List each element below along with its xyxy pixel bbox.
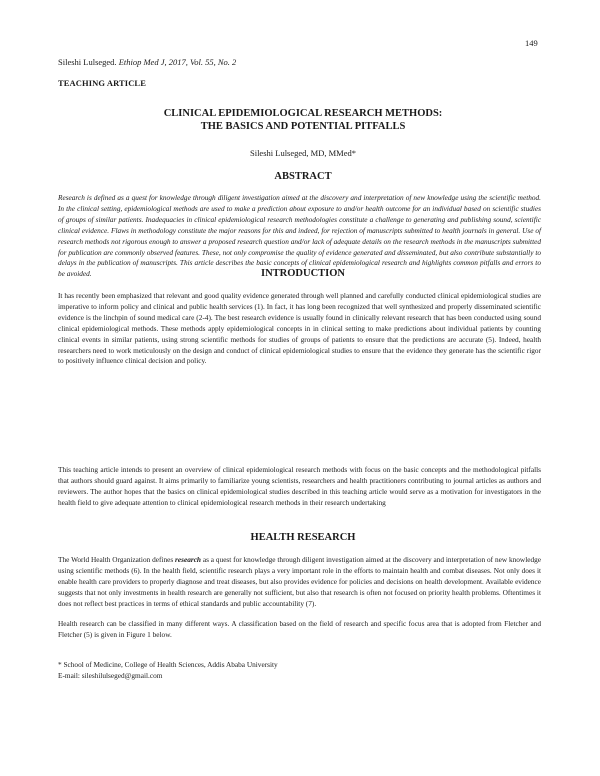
health-research-paragraph-1 — [58, 555, 541, 610]
footnote — [58, 660, 278, 681]
footnote-email: E-mail: sileshilulseged@gmail.com — [58, 670, 163, 680]
health-research-heading: HEALTH RESEARCH — [250, 532, 356, 543]
abstract-heading: ABSTRACT — [274, 171, 332, 182]
article-title — [58, 107, 548, 133]
title-line-2: THE BASICS AND POTENTIAL PITFALLS — [200, 121, 406, 132]
introduction-paragraph-2: This teaching article intends to present an overview of clinical epidemiological research methods with focus on the basic concepts and the methodological pitfalls that authors should guard against. It aims primarily to familiarize young scientists, researchers and health practitioners contributing to journal articles as authors and reviewers. The author hopes that the basics on clinical epidemiological studies described in this teaching article would serve as a motivation for investigators in the health field to give adequate attention to clinical epidemiological research methods in their research undertaking — [58, 465, 541, 507]
article-type: TEACHING ARTICLE — [58, 78, 146, 88]
title-line-1: CLINICAL EPIDEMIOLOGICAL RESEARCH METHODS: — [163, 108, 443, 119]
hr-p1-rest: as a quest for knowledge through diligent investigation aimed at the discovery and interpretation of new knowledge using scientific methods (6). In the health field, scientific research plays a very important role in the efforts to maintain health and combat diseases. Not only does it enable health care providers to properly diagnose and treat diseases, but also provides evidence for policies and decisions on health development. Available evidence suggests that not only investments in health research are generally not sufficient, but also that research is often not focused on priority health problems. Oftentimes it does not reflect best practices in terms of ethical standards and public accountability (7). — [58, 555, 541, 608]
introduction-paragraph-1: It has recently been emphasized that relevant and good quality evidence generated through well planned and carefully conducted clinical epidemiological studies are imperative to inform policy and clinical and public health services (1). In fact, it has long been recognized that well synthesized and properly disseminated scientific evidence is the linchpin of sound medical care (2-4). The best research evidence is usually found in clinically relevant research that has been conducted using sound clinical epidemiological methods. These methods apply epidemiological concepts in in clinical setting to make predictions about individual patients by counting clinical events in similar patients, using strong scientific methods for studies of groups of patients to ensure that the predictions are accurate (5). Indeed, health researchers need to work meticulously on the design and conduct of clinical epidemiological studies to ensure that the evidence they generate has the scientific rigor to positively influence clinical decision and policy. — [58, 291, 541, 366]
running-header-journal: Ethiop Med J, 2017, Vol. 55, No. 2 — [118, 57, 237, 67]
running-header — [58, 57, 236, 67]
health-research-paragraph-2: Health research can be classified in many different ways. A classification based on the field of research and specific focus area that is adopted from Fletcher and Fletcher (5) is given in Figure 1 below. — [58, 619, 541, 639]
hr-p1-start: The World Health Organization defines — [58, 555, 176, 564]
abstract-text: Research is defined as a quest for knowledge through diligent investigation aimed at the discovery and interpretation of new knowledge using the scientific method. In the clinical setting, epidemiological methods are used to make a prediction about exposure to and/or health outcome for an individual based on scientific studies of groups of similar patients. Inadequacies in clinical epidemiological research methodologies constitute a challenge to generating and publishing sound, scientific clinical evidence. Flaws in methodology constitute the major reasons for this and indeed, for rejection of manuscripts submitted to health journals in general. Use of research methods not rigorous enough to answer a proposed research question and/or lack of adequate details on the research methods in the manuscripts submitted for publication are commonly observed features. These, not only compromise the quality of evidence generated and disseminated, but also contribute substantially to delays in the publication of manuscripts. This article describes the basic concepts of clinical epidemiological research and highlights common pitfalls and errors to be avoided. — [58, 193, 541, 279]
running-header-author: Sileshi Lulseged. — [58, 57, 117, 67]
footnote-affiliation: * School of Medicine, College of Health Sciences, Addis Ababa University — [58, 660, 278, 669]
page-number: 149 — [525, 38, 538, 48]
author-line: Sileshi Lulseged, MD, MMed* — [249, 148, 356, 158]
hr-p1-term: research — [175, 555, 201, 564]
introduction-heading: INTRODUCTION — [260, 268, 345, 279]
